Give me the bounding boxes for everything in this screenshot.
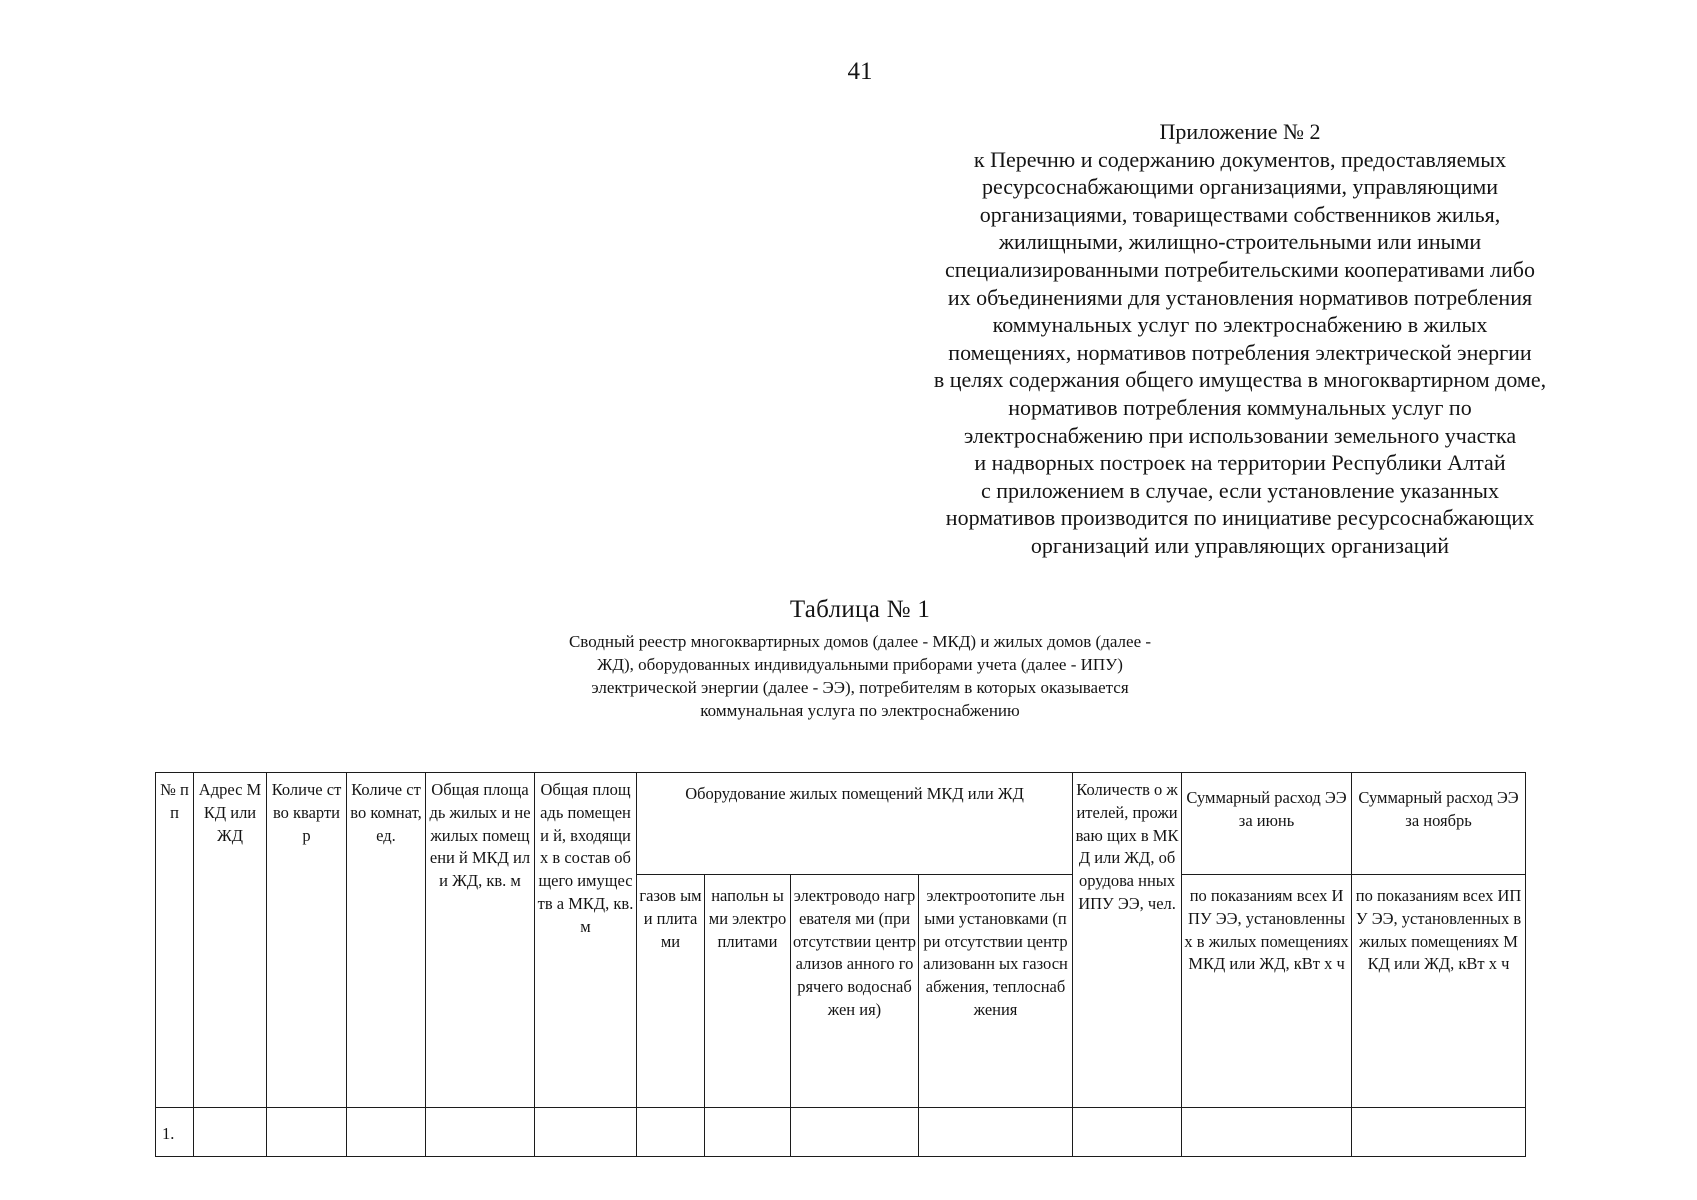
- appendix-line: организаций или управляющих организаций: [1030, 532, 1450, 558]
- caption-line: Сводный реестр многоквартирных домов (далее - МКД) и жилых домов (далее -: [568, 632, 1152, 651]
- row-cell: [267, 1108, 347, 1157]
- header-total-area: Общая площадь жилых и нежилых помещени й МКД или ЖД, кв. м: [426, 773, 535, 1108]
- appendix-line: нормативов производится по инициативе ресурсоснабжающих: [945, 505, 1535, 531]
- row-cell: [426, 1108, 535, 1157]
- header-common-area: Общая площадь помещени й, входящих в состав общего имуществ а МКД, кв. м: [535, 773, 637, 1108]
- row-cell: [347, 1108, 426, 1157]
- caption-line: коммунальная услуга по электроснабжению: [700, 701, 1020, 720]
- appendix-line: организациями, товариществами собственников жилья,: [979, 201, 1501, 227]
- table-caption: [450, 630, 1270, 722]
- header-electric-stoves: напольн ыми электро плитами: [705, 875, 791, 1108]
- appendix-line: Приложение № 2: [1159, 119, 1321, 144]
- row-cell: [637, 1108, 705, 1157]
- table-row: [156, 1108, 1526, 1157]
- row-cell: [705, 1108, 791, 1157]
- header-apartments: Количе ство кварти р: [267, 773, 347, 1108]
- appendix-line: нормативов потребления коммунальных услуг по: [1008, 394, 1472, 420]
- appendix-line: электроснабжению при использовании земельного участка: [963, 422, 1517, 448]
- header-equipment: Оборудование жилых помещений МКД или ЖД: [637, 773, 1073, 875]
- header-address: Адрес МКД или ЖД: [194, 773, 267, 1108]
- caption-line: ЖД), оборудованных индивидуальными приборами учета (далее - ИПУ): [597, 655, 1123, 674]
- header-november-sub: по показаниям всех ИПУ ЭЭ, установленных в жилых помещениях МКД или ЖД, кВт х ч: [1352, 875, 1526, 1108]
- appendix-line: коммунальных услуг по электроснабжению в жилых: [992, 312, 1488, 338]
- registry-table: [155, 772, 1526, 1157]
- header-heating: электроотопите льными установками (при отсутствии централизованн ых газоснабжения, теплоснабжения: [919, 875, 1073, 1108]
- appendix-line: ресурсоснабжающими организациями, управляющими: [981, 174, 1499, 200]
- header-june-sub: по показаниям всех ИПУ ЭЭ, установленных в жилых помещениях МКД или ЖД, кВт х ч: [1182, 875, 1352, 1108]
- header-residents: Количеств о жителей, проживаю щих в МКД или ЖД, оборудова нных ИПУ ЭЭ, чел.: [1073, 773, 1182, 1108]
- row-cell: [1352, 1108, 1526, 1157]
- appendix-line: специализированными потребительскими кооперативами либо: [944, 256, 1535, 282]
- row-cell: [919, 1108, 1073, 1157]
- appendix-line: в целях содержания общего имущества в многоквартирном доме,: [933, 367, 1547, 393]
- appendix-line: помещениях, нормативов потребления электрической энергии: [948, 339, 1532, 365]
- appendix-line: жилищными, жилищно-строительными или иными: [998, 229, 1482, 255]
- header-water-heaters: электроводо нагревателя ми (при отсутствии централизов анного горячего водоснабжен ия): [791, 875, 919, 1108]
- header-rooms: Количе ство комнат, ед.: [347, 773, 426, 1108]
- row-cell: [1182, 1108, 1352, 1157]
- header-november: Суммарный расход ЭЭ за ноябрь: [1352, 773, 1526, 875]
- header-june: Суммарный расход ЭЭ за июнь: [1182, 773, 1352, 875]
- row-num: 1.: [156, 1108, 194, 1157]
- row-cell: [1073, 1108, 1182, 1157]
- page-number: 41: [847, 58, 873, 85]
- caption-line: электрической энергии (далее - ЭЭ), потребителям в которых оказывается: [591, 678, 1129, 697]
- appendix-line: и надворных построек на территории Республики Алтай: [974, 450, 1506, 476]
- table-title: Таблица № 1: [789, 596, 931, 623]
- header-num: № пп: [156, 773, 194, 1108]
- appendix-line: к Перечню и содержанию документов, предоставляемых: [973, 146, 1507, 172]
- row-cell: [791, 1108, 919, 1157]
- appendix-heading: [870, 118, 1610, 560]
- header-gas-stoves: газов ыми плита ми: [637, 875, 705, 1108]
- appendix-line: их объединениями для установления нормативов потребления: [947, 284, 1533, 310]
- row-cell: [535, 1108, 637, 1157]
- appendix-line: с приложением в случае, если установление указанных: [981, 477, 1499, 503]
- row-cell: [194, 1108, 267, 1157]
